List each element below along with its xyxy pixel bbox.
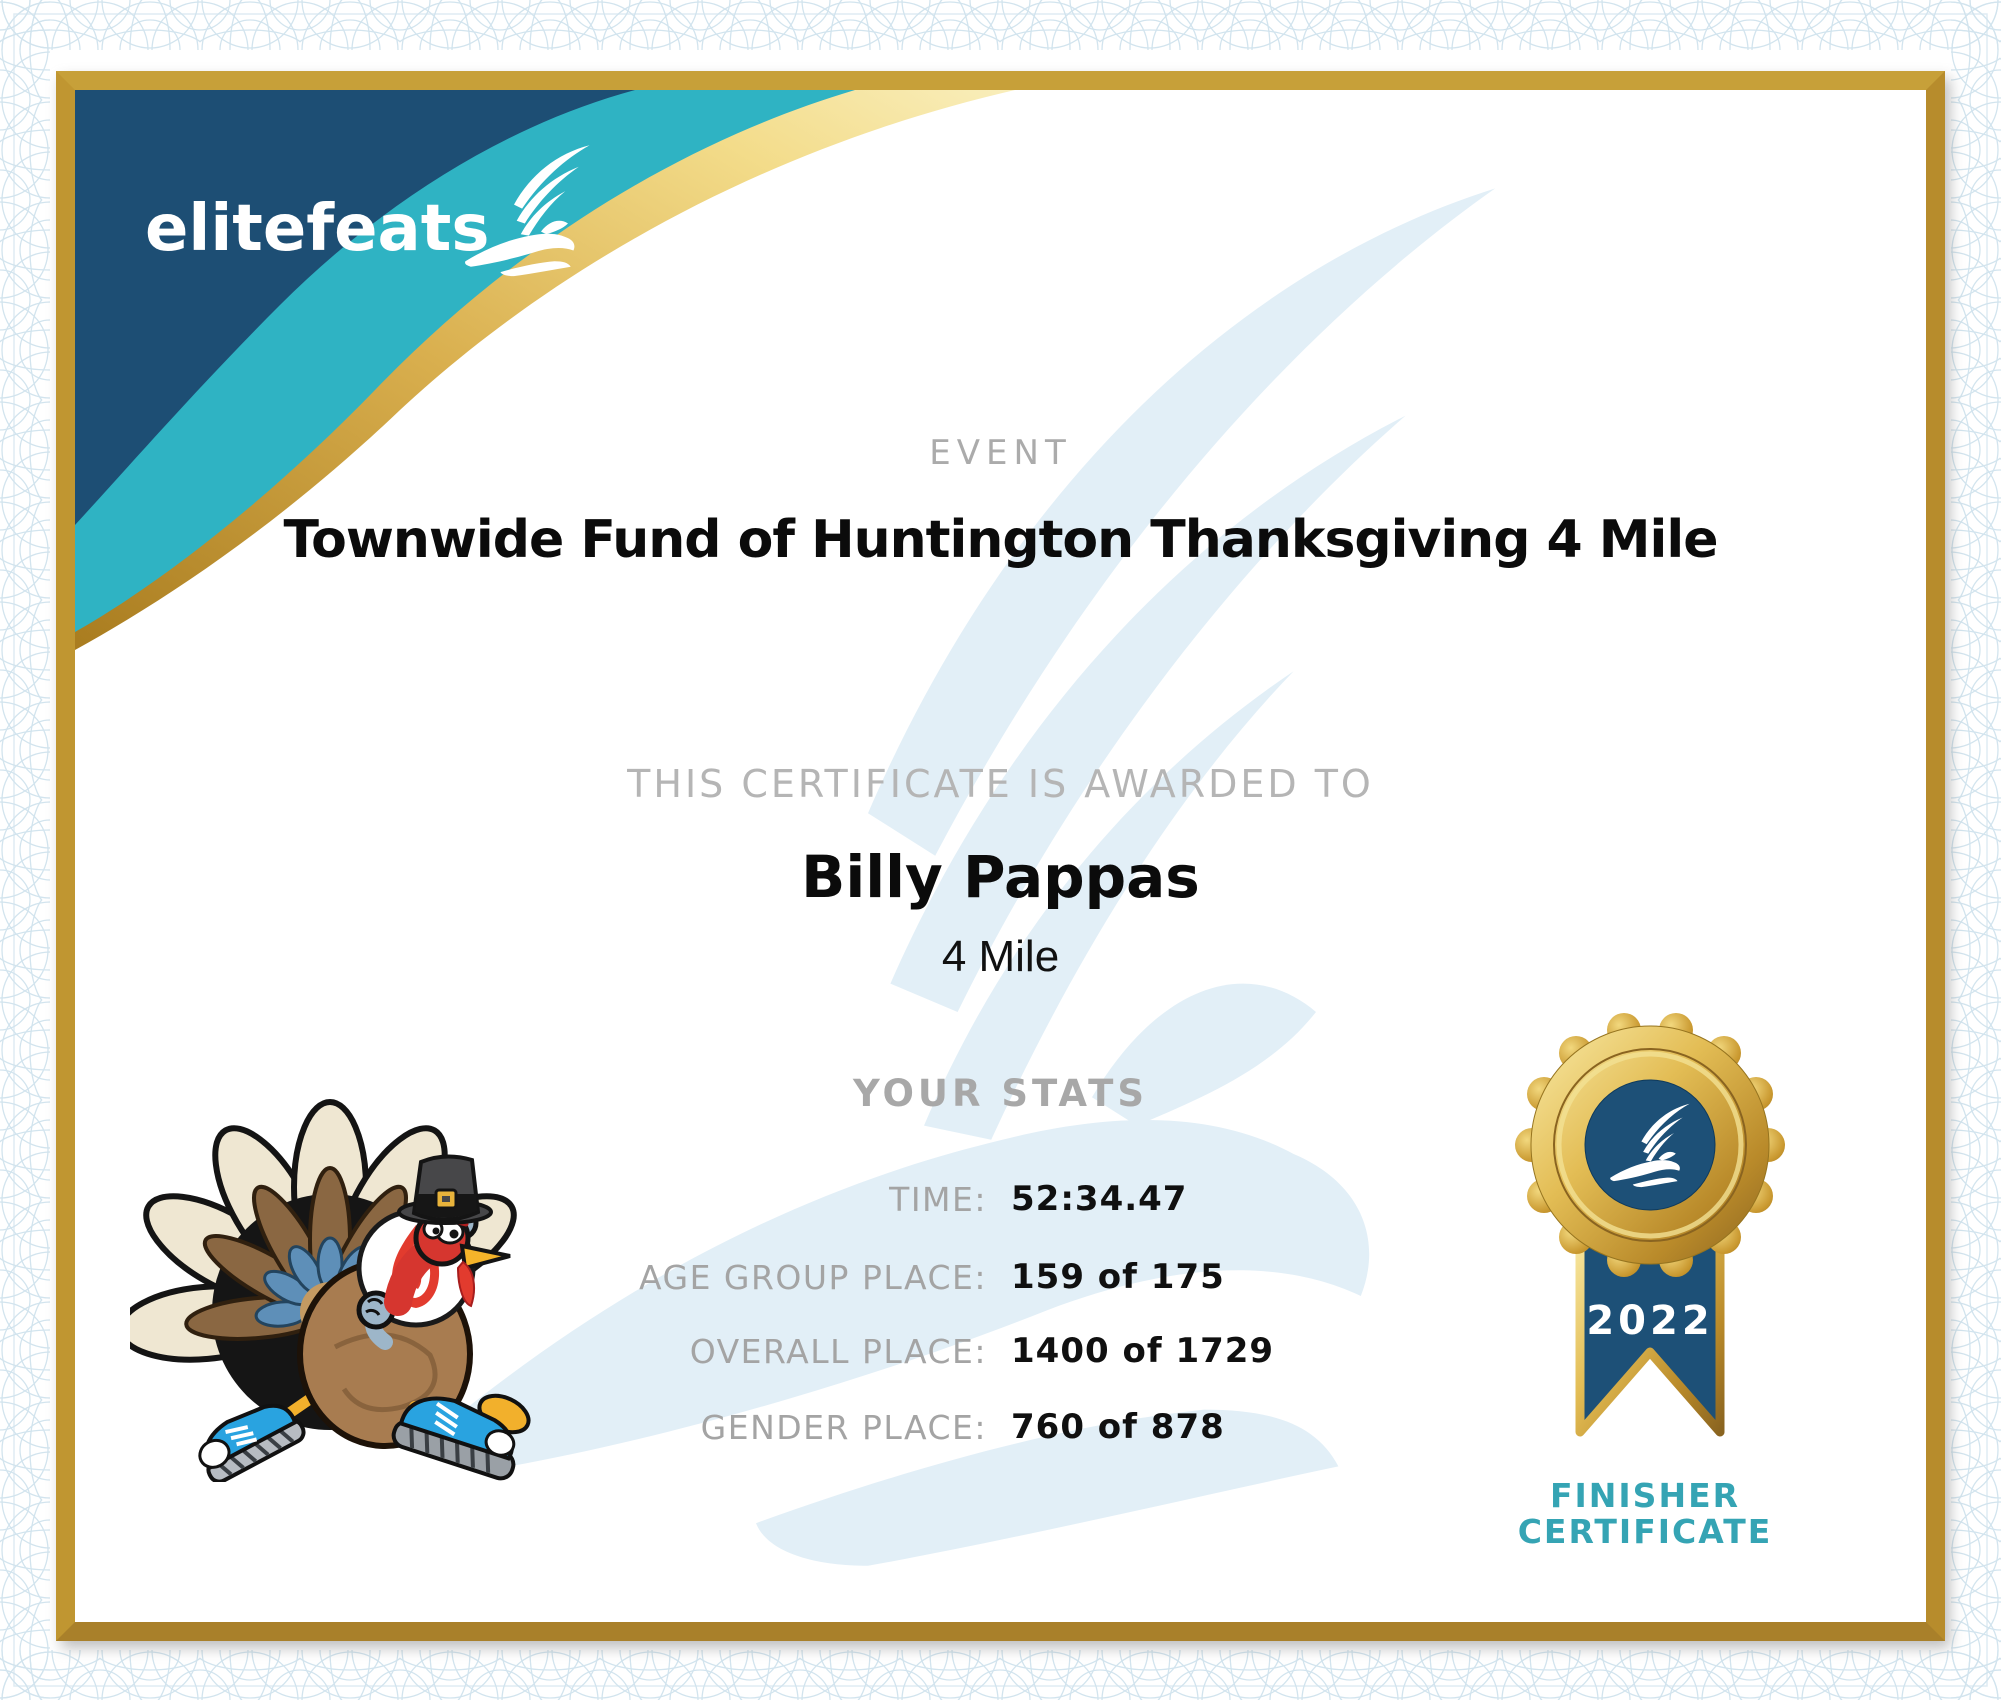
finisher-medal-badge <box>1495 1000 1805 1470</box>
stat-label: OVERALL PLACE: <box>689 1331 987 1371</box>
stat-label: AGE GROUP PLACE: <box>639 1257 987 1297</box>
event-label: EVENT <box>929 433 1072 473</box>
stat-value: 159 of 175 <box>1011 1257 1225 1297</box>
brand-logo-text: elitefeats <box>145 192 490 266</box>
awarded-to-label: THIS CERTIFICATE IS AWARDED TO <box>627 762 1374 806</box>
turkey-mascot-illustration <box>130 1062 560 1482</box>
race-distance: 4 Mile <box>941 932 1060 981</box>
stat-label: GENDER PLACE: <box>700 1407 987 1447</box>
stat-value: 760 of 878 <box>1011 1407 1225 1447</box>
stat-value: 1400 of 1729 <box>1011 1331 1275 1371</box>
stat-value: 52:34.47 <box>1011 1179 1188 1219</box>
your-stats-heading: YOUR STATS <box>852 1072 1148 1115</box>
recipient-name: Billy Pappas <box>801 843 1200 911</box>
badge-year: 2022 <box>1586 1298 1714 1344</box>
badge-caption-line2: CERTIFICATE <box>1517 1511 1773 1551</box>
event-title: Townwide Fund of Huntington Thanksgiving 4 Mile <box>283 510 1718 570</box>
stat-label: TIME: <box>889 1179 987 1219</box>
badge-caption-line1: FINISHER <box>1549 1476 1741 1515</box>
badge-caption <box>1455 1478 1835 1549</box>
